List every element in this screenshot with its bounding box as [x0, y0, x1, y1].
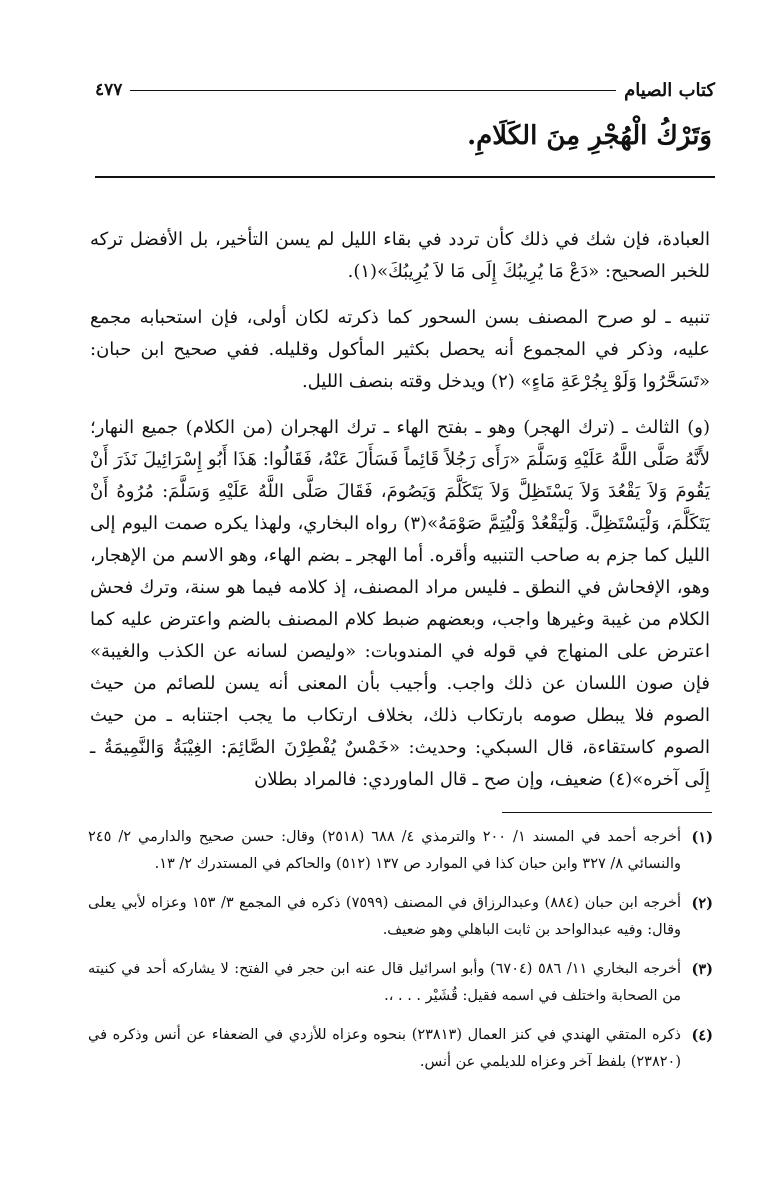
footnote [88, 1022, 713, 1076]
footnote-number: (٣) [691, 961, 713, 978]
commentary-paragraph: العبادة، فإن شك في ذلك كأن تردد في بقاء الليل لم يسن التأخير، بل الأفضل تركه للخبر الصحيح: «دَعْ مَا يُرِيبُكَ إِلَى مَا لاَ يُرِيبُكَ»(١). [90, 229, 710, 282]
footnote-number: (٤) [691, 1027, 713, 1044]
commentary-paragraph: (و) الثالث ـ (ترك الهجر) وهو ـ بفتح الهاء ـ ترك الهجران (من الكلام) جميع النهار؛ لأَنَّهُ صَلَّى اللَّهُ عَلَيْهِ وَسَلَّمَ «رَأَى رَجُلاً قَائِماً فَسَأَلَ عَنْهُ، فَقَالُوا: هَذَا أَبُو إِسْرَائِيلَ نَذَرَ أَنْ يَقُومَ وَلاَ يَقْعُدَ وَلاَ يَسْتَظِلَّ وَلاَ يَتَكَلَّمَ وَيَصُومَ، فَقَالَ صَلَّى اللَّهُ عَلَيْهِ وَسَلَّمَ: مُرُوهُ أَنْ يَتَكَلَّمَ، وَلْيَسْتَظِلَّ. وَلْيَقْعُدْ وَلْيُتِمَّ صَوْمَهُ»(٣) رواه البخاري، ولهذا يكره صمت اليوم إلى الليل كما جزم به صاحب التنبيه وأقره. أما الهجر ـ بضم الهاء، وهو الاسم من الإهجار، وهو، الإفحاش في النطق ـ فليس مراد المصنف، إذ كلامه فيما هو سنة، وترك فحش الكلام من غيبة وغيرها واجب، وبعضهم ضبط كلام المصنف بالضم واعترض عليه كما اعترض على المنهاج في قوله في المندوبات: «وليصن لسانه عن الكذب والغيبة» فإن صون اللسان عن ذلك واجب. وأجيب بأن المعنى أنه يسن للصائم من حيث الصوم فلا يبطل صومه بارتكاب ذلك، بخلاف ارتكاب ما يجب اجتنابه ـ من حيث الصوم كاستقاءة، قال السبكي: وحديث: «خَمْسٌ يُفْطِرْنَ الصَّائِمَ: الغِيْبَةُ وَالنَّمِيمَةُ ـ إِلَى آخره»(٤) ضعيف، وإن صح ـ قال الماوردي: فالمراد بطلان [90, 417, 711, 790]
footnote-number: (١) [691, 829, 713, 846]
commentary-body [90, 224, 710, 810]
footnote-separator [502, 812, 712, 813]
running-header [95, 78, 715, 102]
footnote [88, 824, 713, 878]
footnote [88, 956, 713, 1010]
footnote-text: ذكره المتقي الهندي في كنز العمال (٢٣٨١٣) بنحوه وعزاه للأزدي في الضعفاء عن أنس وذكره في (٢٣٨٢٠) بلفظ آخر وعزاه للديلمي عن أنس. [88, 1027, 681, 1070]
footnote-text: أخرجه البخاري ١١/ ٥٨٦ (٦٧٠٤) وأبو اسرائيل قال عنه ابن حجر في الفتح: لا يشاركه أحد في كنيته من الصحابة واختلف في اسمه فقيل: قُشَيْر . . . ،. [88, 961, 681, 1004]
footnote-text: أخرجه ابن حبان (٨٨٤) وعبدالرزاق في المصنف (٧٥٩٩) ذكره في المجمع ٣/ ١٥٣ وعزاه لأبي يعلى وقال: وفيه عبدالواحد بن ثابت الباهلي وهو ضعيف. [88, 895, 681, 938]
footnotes [88, 824, 713, 1088]
commentary-paragraph: تنبيه ـ لو صرح المصنف بسن السحور كما ذكرته لكان أولى، فإن استحبابه مجمع عليه، وذكر في المجموع أنه يحصل بكثير المأكول وقليله. ففي صحيح ابن حبان: «تَسَحَّرُوا وَلَوْ بِجُرْعَةِ مَاءٍ» (٢) ويدخل وقته بنصف الليل. [90, 307, 710, 392]
page-number: ٤٧٧ [95, 80, 123, 100]
matn-text: وَتَرْكُ الْهُجْرِ مِنَ الكَلَامِ. [467, 121, 712, 151]
footnote-text: أخرجه أحمد في المسند ١/ ٢٠٠ والترمذي ٤/ ٦٨٨ (٢٥١٨) وقال: حسن صحيح والدارمي ٢/ ٢٤٥ والنسائي ٨/ ٣٢٧ وابن حبان كذا في الموارد ص ١٣٧ (٥١٢) والحاكم في المستدرك ٢/ ١٣. [88, 829, 682, 872]
footnote-number: (٢) [691, 895, 713, 912]
matn-separator [95, 176, 715, 178]
footnote [88, 890, 713, 944]
header-rule [130, 90, 616, 91]
book-title: كتاب الصيام [624, 79, 715, 101]
